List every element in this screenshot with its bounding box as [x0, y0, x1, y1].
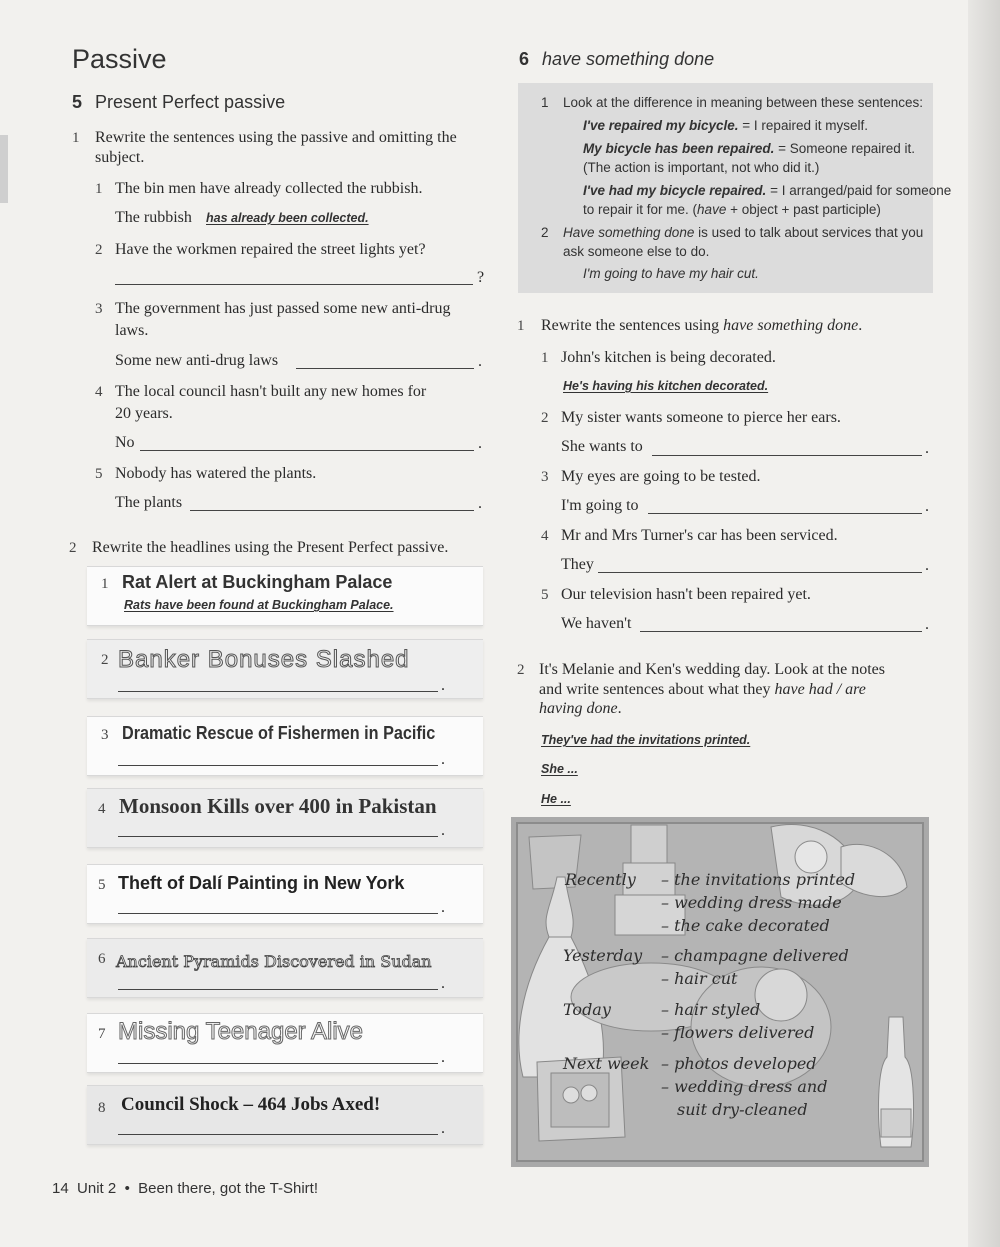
note-when-recently: Recently — [565, 870, 636, 889]
rule-1-example-b: My bicycle has been repaired. = Someone repaired it. — [583, 141, 916, 156]
answer-line[interactable] — [296, 368, 474, 369]
note-item: suit dry-cleaned — [677, 1100, 808, 1119]
answer-prompt-he[interactable]: He ... — [541, 792, 571, 806]
answer-line[interactable] — [140, 450, 474, 451]
answer-line[interactable] — [648, 513, 922, 514]
line-end: . — [478, 435, 482, 452]
item-number: 2 — [95, 242, 103, 258]
headline-text: Council Shock – 464 Jobs Axed! — [121, 1094, 381, 1115]
headline-text: Missing Teenager Alive — [118, 1018, 364, 1045]
rule-1-example-c-line2: to repair it for me. (have + object + past participle) — [583, 202, 881, 217]
answer-line[interactable] — [115, 284, 473, 285]
headline-number: 4 — [98, 801, 106, 817]
item-number: 1 — [95, 181, 103, 197]
rule-1-example-a: I've repaired my bicycle. = I repaired it myself. — [583, 118, 868, 133]
item-number: 2 — [541, 410, 549, 426]
note-when-yesterday: Yesterday — [563, 946, 643, 965]
line-end: . — [478, 353, 482, 370]
headline-text: Dramatic Rescue of Fishermen in Pacific — [122, 723, 436, 743]
exercise-2-instruction-line2: and write sentences about what they have had / are — [539, 681, 866, 698]
item-number: 3 — [541, 469, 549, 485]
answer-start: We haven't — [561, 615, 632, 632]
item-sentence: John's kitchen is being decorated. — [561, 349, 776, 366]
answer-line[interactable] — [652, 455, 922, 456]
footer-bullet: • — [124, 1180, 130, 1197]
rule-2-number: 2 — [541, 225, 549, 240]
section-6-number: 6 — [519, 49, 530, 69]
note-item: – the invitations printed — [661, 870, 856, 889]
example-answer: Rats have been found at Buckingham Palace. — [124, 598, 394, 612]
item-sentence: The bin men have already collected the rubbish. — [115, 180, 423, 197]
item-sentence-line1: The government has just passed some new anti-drug — [115, 300, 451, 317]
headline-text: Banker Bonuses Slashed — [118, 646, 410, 673]
note-item: – flowers delivered — [661, 1023, 815, 1042]
item-sentence: Our television hasn't been repaired yet. — [561, 586, 811, 603]
example-answer: He's having his kitchen decorated. — [563, 379, 769, 393]
answer-line[interactable] — [118, 1063, 438, 1064]
answer-start: I'm going to — [561, 497, 639, 514]
footer — [52, 1180, 318, 1197]
section-6-title: have something done — [542, 49, 715, 69]
note-item: – the cake decorated — [661, 916, 830, 935]
line-end: . — [441, 822, 445, 839]
headline-text: Theft of Dalí Painting in New York — [118, 873, 405, 893]
headline-text: Rat Alert at Buckingham Palace — [122, 572, 393, 592]
rule-1-intro: Look at the difference in meaning between these sentences: — [563, 95, 923, 110]
rule-2-text-line2: ask someone else to do. — [563, 244, 710, 259]
item-number: 3 — [95, 301, 103, 317]
answer-prompt-she[interactable]: She ... — [541, 762, 578, 776]
note-when-today: Today — [563, 1000, 611, 1019]
line-end: ? — [477, 269, 485, 286]
line-end: . — [925, 498, 929, 515]
line-end: . — [441, 677, 445, 694]
page-edge-shadow — [968, 0, 1000, 1247]
answer-line[interactable] — [118, 913, 438, 914]
footer-unit-title: Been there, got the T-Shirt! — [138, 1180, 319, 1197]
note-item: – wedding dress made — [661, 893, 842, 912]
page-title: Passive — [72, 44, 167, 74]
item-number: 5 — [95, 466, 103, 482]
answer-start: She wants to — [561, 438, 643, 455]
item-sentence-line2: laws. — [115, 322, 149, 339]
item-number: 4 — [95, 384, 103, 400]
item-sentence: My eyes are going to be tested. — [561, 468, 761, 485]
line-end: . — [441, 975, 445, 992]
exercise-1-instruction: Rewrite the sentences using the passive and omitting the subject. — [95, 129, 457, 166]
answer-start: They — [561, 556, 594, 573]
note-item: – hair styled — [661, 1000, 761, 1019]
line-end: . — [925, 557, 929, 574]
answer-line[interactable] — [118, 836, 438, 837]
section-5-number: 5 — [72, 92, 83, 112]
answer-line[interactable] — [640, 631, 922, 632]
item-number: 4 — [541, 528, 549, 544]
exercise-2-instruction-line3: having done. — [539, 700, 622, 717]
exercise-1-number: 1 — [517, 318, 525, 334]
line-end: . — [441, 899, 445, 916]
answer-line[interactable] — [118, 1134, 438, 1135]
exercise-1-number: 1 — [72, 130, 80, 146]
answer-start: No — [115, 434, 135, 451]
note-item: – hair cut — [661, 969, 738, 988]
headline-number: 8 — [98, 1100, 106, 1116]
line-end: . — [925, 616, 929, 633]
page-edge-tab — [0, 135, 8, 203]
rule-2-text: Have something done is used to talk about services that you — [563, 225, 924, 240]
headline-number: 6 — [98, 951, 106, 967]
line-end: . — [478, 495, 482, 512]
note-when-next-week: Next week — [563, 1054, 650, 1073]
note-item: – photos developed — [661, 1054, 817, 1073]
answer-line[interactable] — [118, 765, 438, 766]
item-sentence: My sister wants someone to pierce her ears. — [561, 409, 841, 426]
note-item: – wedding dress and — [661, 1077, 828, 1096]
footer-unit: Unit 2 — [77, 1180, 117, 1197]
exercise-2-instruction-line1: It's Melanie and Ken's wedding day. Look at the notes — [539, 661, 885, 678]
answer-start: The rubbish — [115, 209, 192, 226]
headline-number: 3 — [101, 727, 109, 743]
answer-start: The plants — [115, 494, 183, 511]
headline-number: 1 — [101, 576, 109, 592]
item-sentence: Nobody has watered the plants. — [115, 465, 317, 482]
answer-line[interactable] — [118, 691, 438, 692]
line-end: . — [441, 751, 445, 768]
rule-1-example-c: I've had my bicycle repaired. = I arranged/paid for someone — [583, 183, 952, 198]
example-answer: They've had the invitations printed. — [541, 733, 751, 747]
section-5-title: Present Perfect passive — [95, 92, 286, 112]
rule-1-number: 1 — [541, 95, 549, 110]
headline-number: 7 — [98, 1026, 106, 1042]
item-sentence: Have the workmen repaired the street lights yet? — [115, 241, 426, 258]
rule-2-example: I'm going to have my hair cut. — [583, 266, 759, 281]
answer-line[interactable] — [190, 510, 474, 511]
headline-text: Monsoon Kills over 400 in Pakistan — [119, 794, 437, 818]
item-number: 1 — [541, 350, 549, 366]
exercise-1-instruction: Rewrite the sentences using have something done. — [541, 317, 863, 334]
line-end: . — [441, 1120, 445, 1137]
line-end: . — [441, 1049, 445, 1066]
note-item: – champagne delivered — [661, 946, 849, 965]
exercise-2-number: 2 — [69, 540, 77, 556]
headline-text: Ancient Pyramids Discovered in Sudan — [116, 952, 432, 971]
page-number: 14 — [52, 1180, 69, 1197]
item-sentence-line1: The local council hasn't built any new homes for — [115, 383, 427, 400]
headline-number: 5 — [98, 877, 106, 893]
item-sentence-line2: 20 years. — [115, 405, 173, 422]
headline-number: 2 — [101, 652, 109, 668]
line-end: . — [925, 440, 929, 457]
answer-start: Some new anti-drug laws — [115, 352, 279, 369]
rule-1-note: (The action is important, not who did it.) — [583, 160, 820, 175]
answer-line[interactable] — [118, 989, 438, 990]
exercise-2-instruction: Rewrite the headlines using the Present Perfect passive. — [92, 539, 449, 556]
item-sentence: Mr and Mrs Turner's car has been serviced. — [561, 527, 838, 544]
exercise-2-number: 2 — [517, 662, 525, 678]
answer-line[interactable] — [598, 572, 922, 573]
example-answer: has already been collected. — [206, 211, 369, 225]
item-number: 5 — [541, 587, 549, 603]
